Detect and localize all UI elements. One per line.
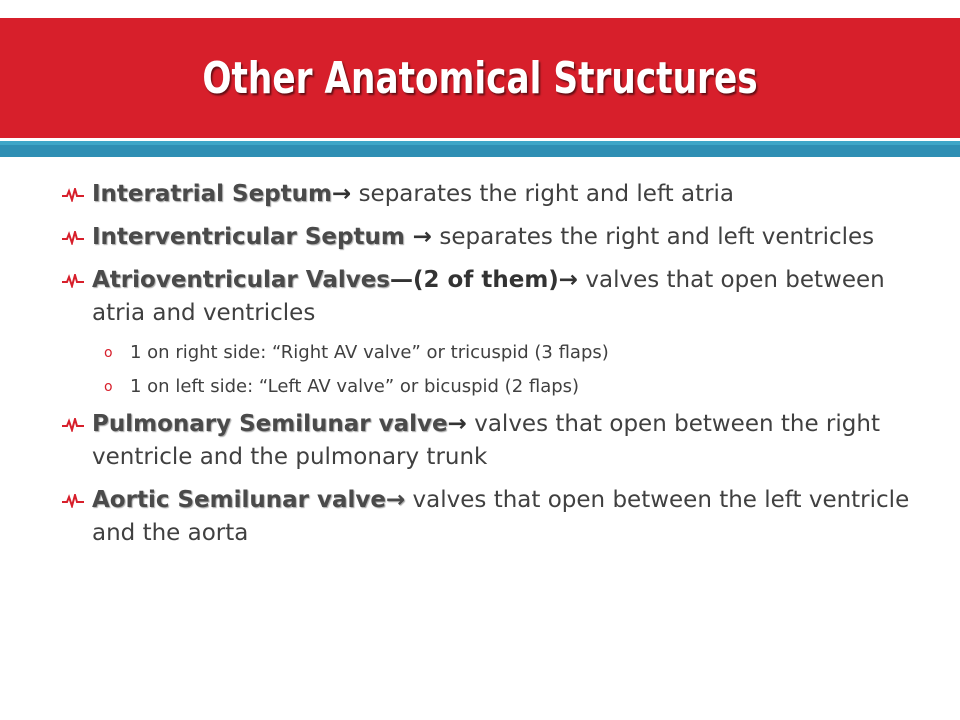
bullet-connector: → bbox=[331, 181, 352, 207]
accent-stripe bbox=[0, 145, 960, 157]
bullet-item bbox=[60, 484, 920, 550]
slide-title: Other Anatomical Structures bbox=[202, 52, 758, 104]
circle-bullet-icon: o bbox=[104, 379, 113, 395]
bullet-text: separates the right and left atria bbox=[351, 181, 735, 207]
bullet-term: Pulmonary Semilunar valve bbox=[92, 411, 448, 437]
bullet-item bbox=[60, 178, 920, 211]
bullet-connector: → bbox=[447, 411, 467, 437]
bullet-term: Interatrial Septum bbox=[92, 181, 332, 207]
bullet-text: separates the right and left ventricles bbox=[432, 224, 875, 250]
heartbeat-bullet-icon bbox=[60, 221, 86, 254]
heartbeat-bullet-icon bbox=[60, 484, 86, 517]
sub-bullet-text: 1 on left side: “Left AV valve” or bicuspid (2 flaps) bbox=[130, 376, 580, 397]
bullet-term: Interventricular Septum bbox=[92, 224, 405, 250]
bullet-connector: → bbox=[404, 224, 433, 250]
slide-content bbox=[60, 178, 920, 560]
sub-bullet-item bbox=[60, 374, 920, 400]
sub-bullet-text: 1 on right side: “Right AV valve” or tricuspid (3 flaps) bbox=[130, 342, 609, 363]
bullet-text: valves that open between atria and ventricles bbox=[92, 267, 885, 326]
circle-bullet-icon: o bbox=[104, 345, 113, 361]
heartbeat-bullet-icon bbox=[60, 178, 86, 211]
bullet-item bbox=[60, 221, 920, 254]
bullet-connector: —(2 of them)→ bbox=[390, 267, 579, 293]
heartbeat-bullet-icon bbox=[60, 408, 86, 441]
title-bar bbox=[0, 18, 960, 138]
sub-bullet-item bbox=[60, 340, 920, 366]
heartbeat-bullet-icon bbox=[60, 264, 86, 297]
bullet-text: valves that open between the right ventricle and the pulmonary trunk bbox=[92, 411, 880, 470]
bullet-item bbox=[60, 264, 920, 330]
bullet-item bbox=[60, 408, 920, 474]
bullet-text: valves that open between the left ventricle and the aorta bbox=[92, 487, 910, 546]
bullet-term: Atrioventricular Valves bbox=[92, 267, 391, 293]
bullet-term: Aortic Semilunar valve→ bbox=[92, 487, 406, 513]
